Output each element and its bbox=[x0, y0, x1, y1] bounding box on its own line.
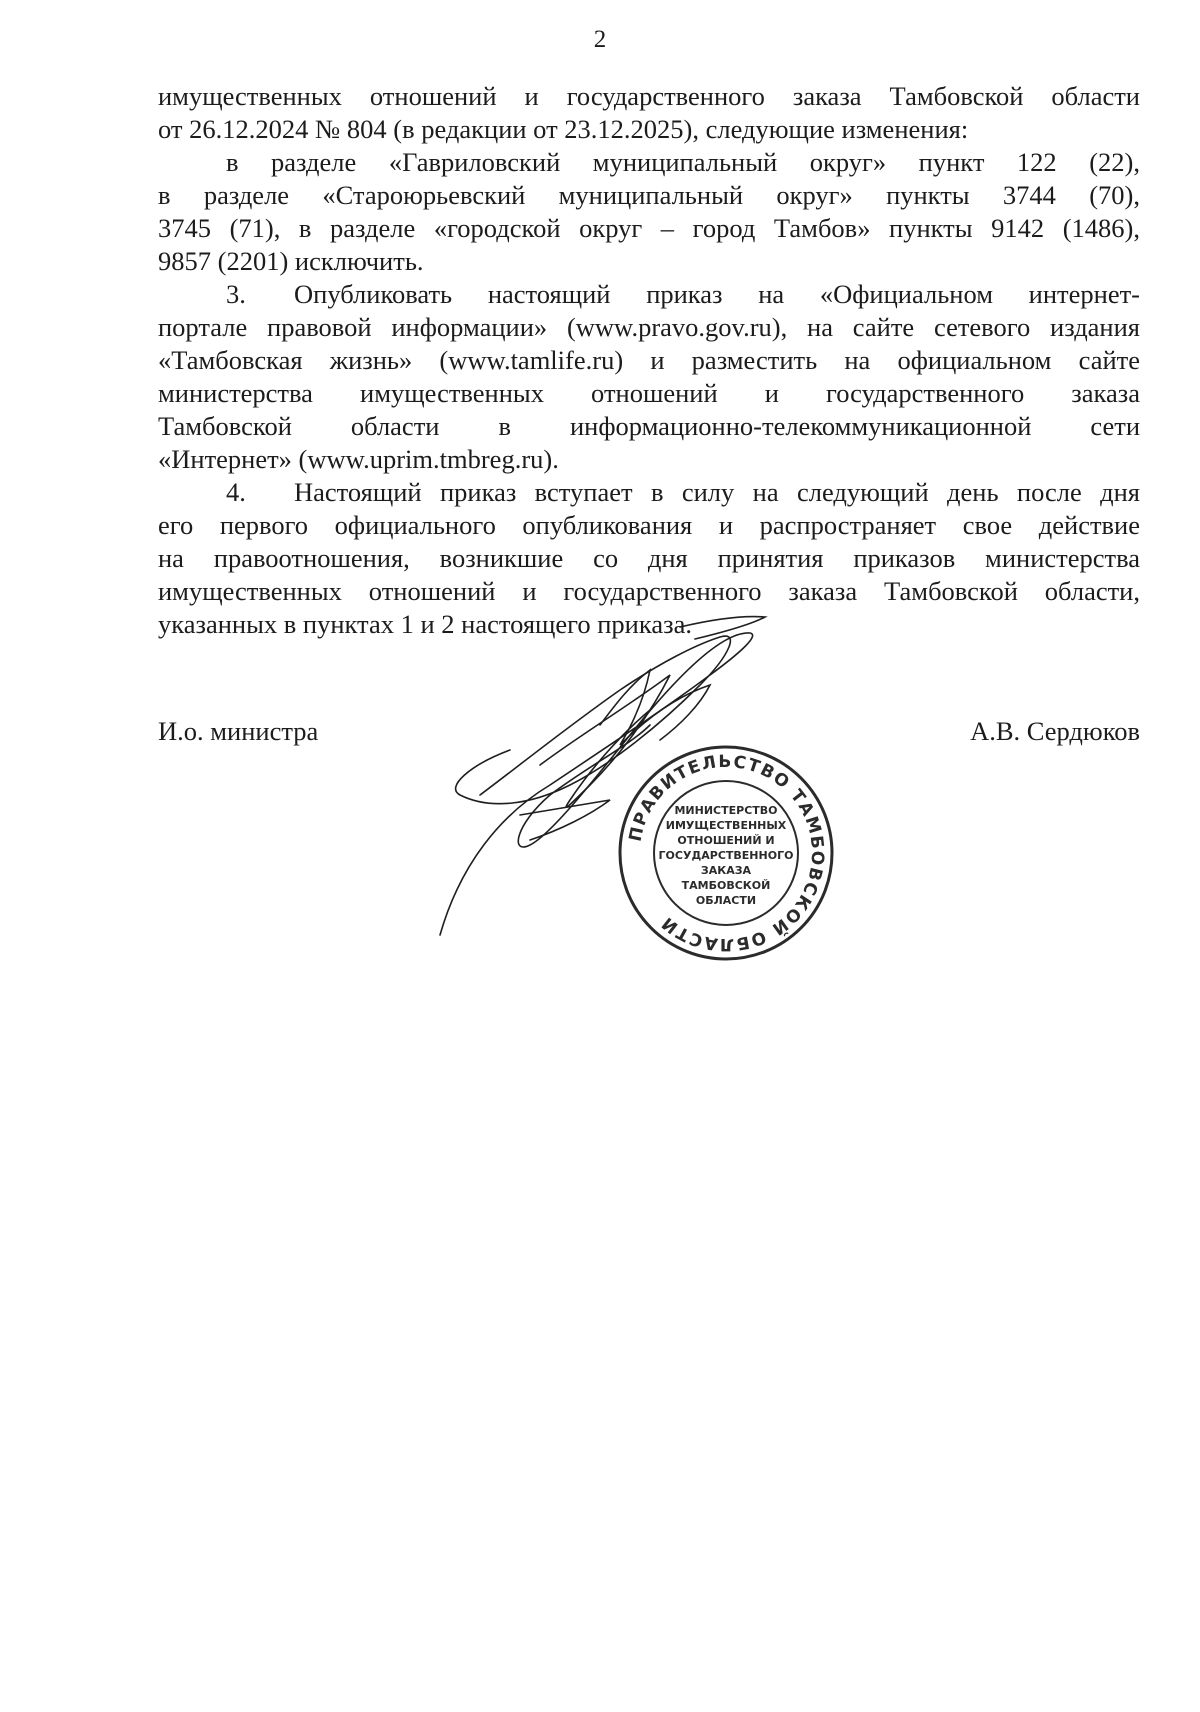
item-4-first-line bbox=[158, 476, 1140, 509]
text-line: в разделе «Староюрьевский муниципальный округ» пункты 3744 (70), bbox=[158, 180, 1140, 210]
text-line: его первого официального опубликования и распространяет свое действие bbox=[158, 510, 1140, 540]
seal-inner-line: ЗАКАЗА bbox=[700, 864, 752, 877]
document-body bbox=[158, 80, 1140, 641]
handwritten-signature bbox=[420, 615, 800, 945]
text-line: 3745 (71), в разделе «городской округ – город Тамбов» пункты 9142 (1486), bbox=[158, 213, 1140, 243]
item-number: 4. bbox=[226, 477, 246, 507]
text-line: 9857 (2201) исключить. bbox=[158, 246, 424, 276]
item-number: 3. bbox=[226, 279, 246, 309]
seal-inner-line: ИМУЩЕСТВЕННЫХ bbox=[665, 819, 787, 832]
signatory-position: И.о. министра bbox=[158, 716, 319, 746]
text-line: «Интернет» (www.uprim.tmbreg.ru). bbox=[158, 444, 559, 474]
seal-inner-line: ОТНОШЕНИЙ И bbox=[677, 834, 775, 847]
page-number: 2 bbox=[593, 26, 607, 53]
text-line: Опубликовать настоящий приказ на «Официальном интернет- bbox=[294, 279, 1140, 309]
text-line: Настоящий приказ вступает в силу на следующий день после дня bbox=[294, 477, 1140, 507]
text-line: указанных в пунктах 1 и 2 настоящего приказа. bbox=[158, 609, 692, 639]
text-line: Тамбовской области в информационно-телекоммуникационной сети bbox=[158, 411, 1140, 441]
seal-inner-line: ТАМБОВСКОЙ bbox=[681, 879, 771, 892]
text-line: министерства имущественных отношений и государственного заказа bbox=[158, 378, 1140, 408]
text-line: имущественных отношений и государственного заказа Тамбовской области bbox=[158, 81, 1140, 111]
text-line: «Тамбовская жизнь» (www.tamlife.ru) и разместить на официальном сайте bbox=[158, 345, 1140, 375]
text-line: в разделе «Гавриловский муниципальный округ» пункт 122 (22), bbox=[226, 147, 1140, 177]
seal-outer-text: ПРАВИТЕЛЬСТВО ТАМБОВСКОЙ ОБЛАСТИ bbox=[625, 751, 828, 955]
item-3-first-line bbox=[158, 278, 1140, 311]
text-line: на правоотношения, возникшие со дня принятия приказов министерства bbox=[158, 543, 1140, 573]
signatory-name: А.В. Сердюков bbox=[970, 716, 1140, 746]
seal-inner-line: ОБЛАСТИ bbox=[695, 894, 757, 907]
seal-inner-line: ГОСУДАРСТВЕННОГО bbox=[658, 849, 794, 862]
seal-inner-line: МИНИСТЕРСТВО bbox=[674, 804, 778, 817]
text-line: от 26.12.2024 № 804 (в редакции от 23.12.2025), следующие изменения: bbox=[158, 114, 969, 144]
text-line: имущественных отношений и государственного заказа Тамбовской области, bbox=[158, 576, 1140, 606]
text-line: портале правовой информации» (www.pravo.gov.ru), на сайте сетевого издания bbox=[158, 312, 1140, 342]
